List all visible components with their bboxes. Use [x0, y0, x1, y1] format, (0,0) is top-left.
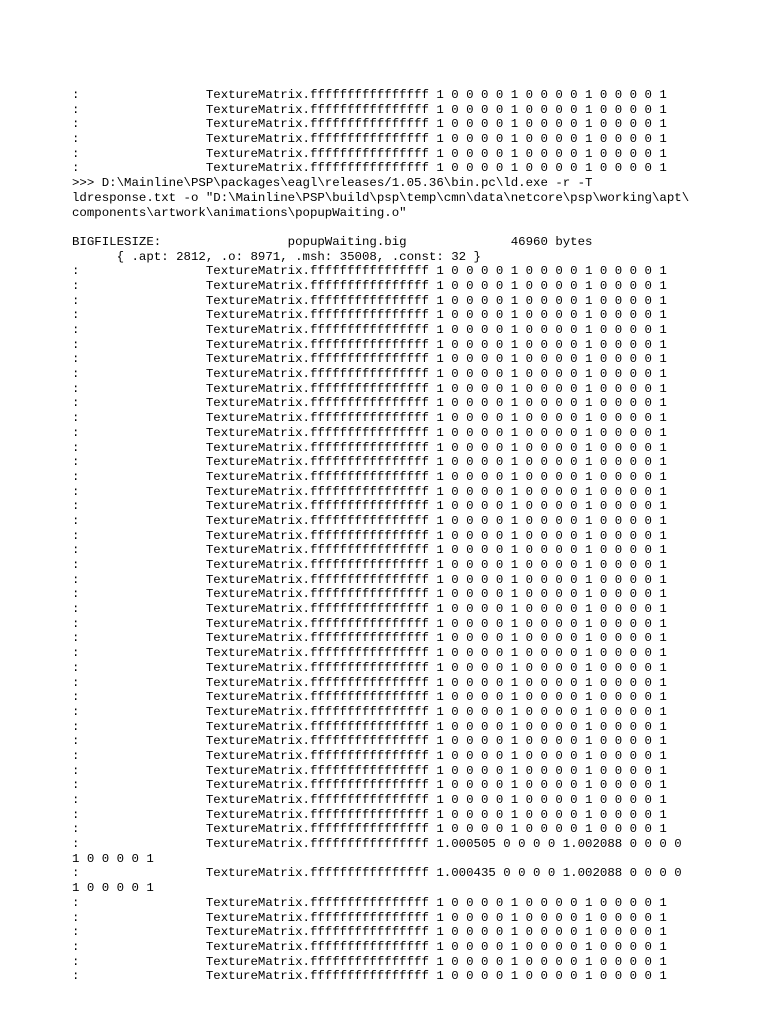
log-line: : TextureMatrix.ffffffffffffffff 1 0 0 0 0 1 0 0 0 0 1 0 0 0 0 1 [72, 793, 667, 807]
log-line: : TextureMatrix.ffffffffffffffff 1 0 0 0 0 1 0 0 0 0 1 0 0 0 0 1 [72, 102, 667, 117]
log-line: : TextureMatrix.ffffffffffffffff 1 0 0 0 0 1 0 0 0 0 1 0 0 0 0 1 [72, 293, 667, 308]
log-line: : TextureMatrix.ffffffffffffffff 1 0 0 0 0 1 0 0 0 0 1 0 0 0 0 1 [72, 778, 667, 793]
log-line: : TextureMatrix.ffffffffffffffff 1 0 0 0 0 1 0 0 0 0 1 0 0 0 0 1 [72, 469, 667, 484]
log-line: : TextureMatrix.ffffffffffffffff 1 0 0 0 0 1 0 0 0 0 1 0 0 0 0 1 [72, 455, 667, 470]
log-line: : TextureMatrix.ffffffffffffffff 1 0 0 0 0 1 0 0 0 0 1 0 0 0 0 1 [72, 264, 667, 279]
log-line: : TextureMatrix.ffffffffffffffff 1 0 0 0 0 1 0 0 0 0 1 0 0 0 0 1 [72, 910, 667, 925]
log-line: : TextureMatrix.ffffffffffffffff 1 0 0 0 0 1 0 0 0 0 1 0 0 0 0 1 [72, 822, 667, 837]
log-line: : TextureMatrix.ffffffffffffffff 1 0 0 0 0 1 0 0 0 0 1 0 0 0 0 1 [72, 925, 667, 940]
log-line: : TextureMatrix.ffffffffffffffff 1 0 0 0 0 1 0 0 0 0 1 0 0 0 0 1 [72, 616, 667, 631]
log-line: : TextureMatrix.ffffffffffffffff 1 0 0 0 0 1 0 0 0 0 1 0 0 0 0 1 [72, 411, 667, 426]
log-line: 1 0 0 0 0 1 [72, 881, 154, 896]
log-line: : TextureMatrix.ffffffffffffffff 1.000435 0 0 0 0 1.002088 0 0 0 0 [72, 866, 682, 881]
log-line: : TextureMatrix.ffffffffffffffff 1 0 0 0 0 1 0 0 0 0 1 0 0 0 0 1 [72, 939, 667, 954]
log-line: : TextureMatrix.ffffffffffffffff 1 0 0 0 0 1 0 0 0 0 1 0 0 0 0 1 [72, 132, 667, 147]
log-line: : TextureMatrix.ffffffffffffffff 1 0 0 0 0 1 0 0 0 0 1 0 0 0 0 1 [72, 734, 667, 749]
log-line: : TextureMatrix.ffffffffffffffff 1 0 0 0 0 1 0 0 0 0 1 0 0 0 0 1 [72, 719, 667, 734]
log-line: : TextureMatrix.ffffffffffffffff 1 0 0 0 0 1 0 0 0 0 1 0 0 0 0 1 [72, 572, 667, 587]
log-line [72, 220, 762, 235]
log-line: >>> D:\Mainline\PSP\packages\eagl\releases/1.05.36\bin.pc\ld.exe -r -T [72, 176, 593, 191]
log-line: : TextureMatrix.ffffffffffffffff 1 0 0 0 0 1 0 0 0 0 1 0 0 0 0 1 [72, 308, 667, 323]
log-line: : TextureMatrix.ffffffffffffffff 1 0 0 0 0 1 0 0 0 0 1 0 0 0 0 1 [72, 895, 667, 910]
log-line: components\artwork\animations\popupWaiting.o" [72, 205, 407, 220]
log-line: : TextureMatrix.ffffffffffffffff 1 0 0 0 0 1 0 0 0 0 1 0 0 0 0 1 [72, 587, 667, 602]
log-line: : TextureMatrix.ffffffffffffffff 1 0 0 0 0 1 0 0 0 0 1 0 0 0 0 1 [72, 117, 667, 132]
log-line: 1 0 0 0 0 1 [72, 851, 154, 866]
log-line: : TextureMatrix.ffffffffffffffff 1 0 0 0 0 1 0 0 0 0 1 0 0 0 0 1 [72, 88, 667, 102]
log-line: : TextureMatrix.ffffffffffffffff 1 0 0 0 0 1 0 0 0 0 1 0 0 0 0 1 [72, 161, 667, 176]
log-line: : TextureMatrix.ffffffffffffffff 1 0 0 0 0 1 0 0 0 0 1 0 0 0 0 1 [72, 807, 667, 822]
log-line: : TextureMatrix.ffffffffffffffff 1 0 0 0 0 1 0 0 0 0 1 0 0 0 0 1 [72, 381, 667, 396]
log-line: : TextureMatrix.ffffffffffffffff 1 0 0 0 0 1 0 0 0 0 1 0 0 0 0 1 [72, 278, 667, 293]
log-line: : TextureMatrix.ffffffffffffffff 1 0 0 0 0 1 0 0 0 0 1 0 0 0 0 1 [72, 528, 667, 543]
log-line: ldresponse.txt -o "D:\Mainline\PSP\build\psp\temp\cmn\data\netcore\psp\working\apt\ [72, 190, 690, 205]
log-line: : TextureMatrix.ffffffffffffffff 1 0 0 0 0 1 0 0 0 0 1 0 0 0 0 1 [72, 954, 667, 969]
log-line: : TextureMatrix.ffffffffffffffff 1 0 0 0 0 1 0 0 0 0 1 0 0 0 0 1 [72, 484, 667, 499]
log-line: { .apt: 2812, .o: 8971, .msh: 35008, .const: 32 } [72, 249, 481, 264]
log-line: : TextureMatrix.ffffffffffffffff 1 0 0 0 0 1 0 0 0 0 1 0 0 0 0 1 [72, 969, 667, 984]
log-line: : TextureMatrix.ffffffffffffffff 1 0 0 0 0 1 0 0 0 0 1 0 0 0 0 1 [72, 323, 667, 337]
log-line: : TextureMatrix.ffffffffffffffff 1 0 0 0 0 1 0 0 0 0 1 0 0 0 0 1 [72, 513, 667, 528]
log-line: : TextureMatrix.ffffffffffffffff 1 0 0 0 0 1 0 0 0 0 1 0 0 0 0 1 [72, 558, 667, 572]
log-line: : TextureMatrix.ffffffffffffffff 1 0 0 0 0 1 0 0 0 0 1 0 0 0 0 1 [72, 631, 667, 646]
log-line: : TextureMatrix.ffffffffffffffff 1 0 0 0 0 1 0 0 0 0 1 0 0 0 0 1 [72, 690, 667, 705]
log-line: : TextureMatrix.ffffffffffffffff 1 0 0 0 0 1 0 0 0 0 1 0 0 0 0 1 [72, 646, 667, 661]
log-line: : TextureMatrix.ffffffffffffffff 1 0 0 0 0 1 0 0 0 0 1 0 0 0 0 1 [72, 748, 667, 763]
log-line: : TextureMatrix.ffffffffffffffff 1 0 0 0 0 1 0 0 0 0 1 0 0 0 0 1 [72, 352, 667, 367]
log-line: : TextureMatrix.ffffffffffffffff 1 0 0 0 0 1 0 0 0 0 1 0 0 0 0 1 [72, 337, 667, 352]
log-line: : TextureMatrix.ffffffffffffffff 1 0 0 0 0 1 0 0 0 0 1 0 0 0 0 1 [72, 499, 667, 514]
log-line: : TextureMatrix.ffffffffffffffff 1 0 0 0 0 1 0 0 0 0 1 0 0 0 0 1 [72, 146, 667, 161]
log-line: : TextureMatrix.ffffffffffffffff 1 0 0 0 0 1 0 0 0 0 1 0 0 0 0 1 [72, 367, 667, 382]
log-line: : TextureMatrix.ffffffffffffffff 1 0 0 0 0 1 0 0 0 0 1 0 0 0 0 1 [72, 763, 667, 778]
log-line: : TextureMatrix.ffffffffffffffff 1 0 0 0 0 1 0 0 0 0 1 0 0 0 0 1 [72, 543, 667, 558]
log-line: : TextureMatrix.ffffffffffffffff 1 0 0 0 0 1 0 0 0 0 1 0 0 0 0 1 [72, 425, 667, 440]
log-line: : TextureMatrix.ffffffffffffffff 1 0 0 0 0 1 0 0 0 0 1 0 0 0 0 1 [72, 440, 667, 455]
log-line: : TextureMatrix.ffffffffffffffff 1 0 0 0 0 1 0 0 0 0 1 0 0 0 0 1 [72, 675, 667, 690]
log-document [72, 88, 762, 984]
log-line: : TextureMatrix.ffffffffffffffff 1 0 0 0 0 1 0 0 0 0 1 0 0 0 0 1 [72, 396, 667, 411]
log-line: : TextureMatrix.ffffffffffffffff 1 0 0 0 0 1 0 0 0 0 1 0 0 0 0 1 [72, 602, 667, 617]
log-line: BIGFILESIZE: popupWaiting.big 46960 bytes [72, 234, 593, 249]
log-line: : TextureMatrix.ffffffffffffffff 1 0 0 0 0 1 0 0 0 0 1 0 0 0 0 1 [72, 660, 667, 675]
log-line: : TextureMatrix.ffffffffffffffff 1.000505 0 0 0 0 1.002088 0 0 0 0 [72, 837, 682, 852]
log-line: : TextureMatrix.ffffffffffffffff 1 0 0 0 0 1 0 0 0 0 1 0 0 0 0 1 [72, 704, 667, 719]
